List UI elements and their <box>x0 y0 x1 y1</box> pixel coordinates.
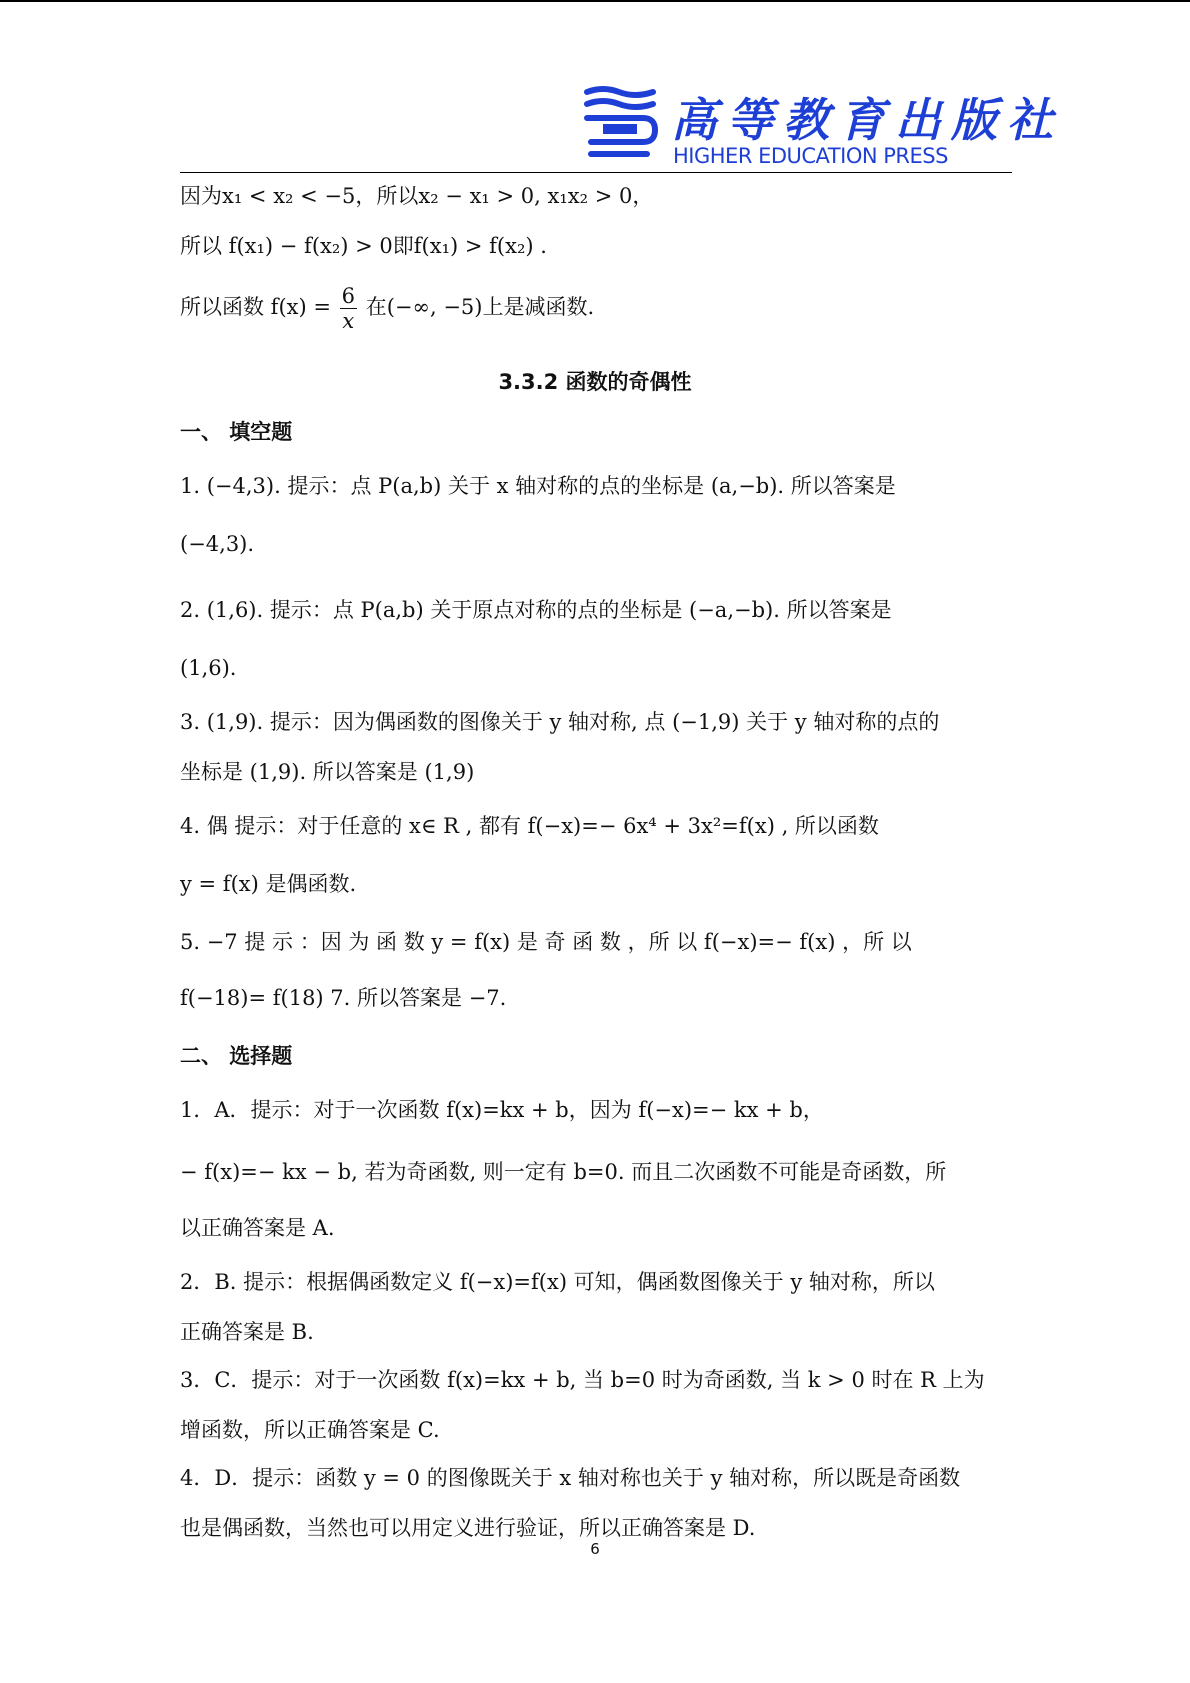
fraction-numerator: 6 <box>341 284 356 308</box>
section-heading-multiple-choice: 二、 选择题 <box>180 1044 293 1068</box>
choice-1-line-1: 1．A．提示：对于一次函数 f(x)=kx + b，因为 f(−x)=− kx + b， <box>180 1098 824 1122</box>
choice-1-line-3: 以正确答案是 A. <box>180 1216 335 1240</box>
proof-line-1: 因为x₁ < x₂ < −5，所以x₂ − x₁ > 0, x₁x₂ > 0， <box>180 184 654 208</box>
publisher-emblem-icon <box>583 84 663 164</box>
answer-4-line-2: y = f(x) 是偶函数. <box>180 872 357 896</box>
choice-4-line-1: 4．D．提示：函数 y = 0 的图像既关于 x 轴对称也关于 y 轴对称，所以既是奇函数 <box>180 1466 961 1490</box>
answer-1-line-1: 1. (−4,3). 提示：点 P(a,b) 关于 x 轴对称的点的坐标是 (a,−b). 所以答案是 <box>180 474 896 498</box>
answer-3-line-2: 坐标是 (1,9). 所以答案是 (1,9) <box>180 760 475 784</box>
page-number: 6 <box>590 1540 600 1558</box>
section-title: 3.3.2 函数的奇偶性 <box>498 370 692 394</box>
answer-5-line-2: f(−18)= f(18) 7. 所以答案是 −7. <box>180 986 507 1010</box>
answer-2-line-2: (1,6). <box>180 656 237 680</box>
logo-chinese-text: 高等教育出版社 <box>671 93 1063 147</box>
proof-line-2: 所以 f(x₁) − f(x₂) > 0即f(x₁) > f(x₂) . <box>180 234 547 258</box>
fraction-denominator: x <box>342 309 355 334</box>
choice-4-line-2: 也是偶函数，当然也可以用定义进行验证，所以正确答案是 D. <box>180 1516 756 1540</box>
answer-1-line-2: (−4,3). <box>180 532 255 556</box>
top-border-line <box>0 0 1190 2</box>
section-heading-fill-in: 一、 填空题 <box>180 420 293 444</box>
choice-2-line-1: 2．B. 提示：根据偶函数定义 f(−x)=f(x) 可知，偶函数图像关于 y 轴对称，所以 <box>180 1270 935 1294</box>
logo-english-text: HIGHER EDUCATION PRESS <box>673 144 948 168</box>
choice-2-line-2: 正确答案是 B. <box>180 1320 314 1344</box>
choice-3-line-1: 3．C．提示：对于一次函数 f(x)=kx + b, 当 b=0 时为奇函数, 当 k > 0 时在 R 上为 <box>180 1368 985 1392</box>
choice-3-line-2: 增函数，所以正确答案是 C. <box>180 1418 440 1442</box>
fraction-6-over-x <box>340 284 357 333</box>
proof-line-3-suffix: 在(−∞, −5)上是减函数. <box>365 295 595 320</box>
answer-3-line-1: 3. (1,9). 提示：因为偶函数的图像关于 y 轴对称, 点 (−1,9) 关于 y 轴对称的点的 <box>180 710 940 734</box>
proof-line-3 <box>180 284 594 333</box>
choice-1-line-2: − f(x)=− kx − b, 若为奇函数, 则一定有 b=0. 而且二次函数不可能是奇函数，所 <box>180 1160 947 1184</box>
answer-2-line-1: 2. (1,6). 提示：点 P(a,b) 关于原点对称的点的坐标是 (−a,−b). 所以答案是 <box>180 598 892 622</box>
answer-4-line-1: 4. 偶 提示：对于任意的 x∈ R , 都有 f(−x)=− 6x⁴ + 3x²=f(x) , 所以函数 <box>180 814 879 838</box>
publisher-logo <box>583 84 1063 170</box>
header-rule <box>180 172 1012 173</box>
proof-line-3-prefix: 所以函数 f(x) = <box>180 295 331 320</box>
answer-5-line-1: 5. −7 提 示 ：因 为 函 数 y = f(x) 是 奇 函 数 ，所 以 f(−x)=− f(x) ，所 以 <box>180 930 912 954</box>
